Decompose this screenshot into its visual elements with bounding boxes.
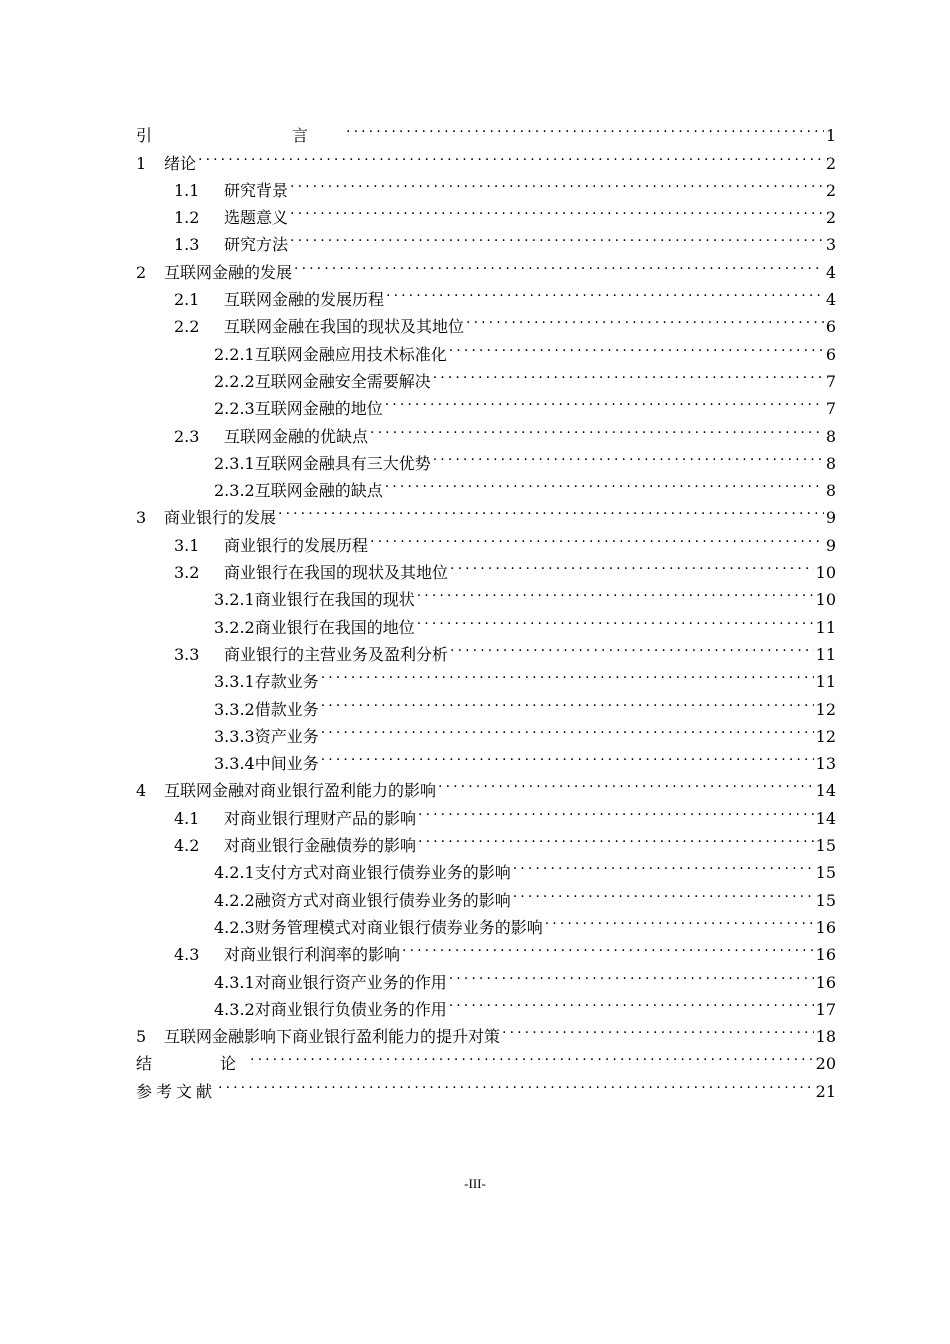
toc-entry-page: 17 [815,999,836,1019]
toc-entry-number: 1.3 [174,235,200,255]
toc-dot-leader [321,742,814,769]
toc-dot-leader [386,278,824,305]
toc-entry-page: 11 [815,617,836,637]
toc-entry-title: 参考文献 [136,1081,217,1101]
toc-entry-page: 2 [825,153,836,173]
toc-entry[interactable] [136,1069,836,1101]
toc-entry-number: 4.3.2 [214,999,255,1019]
toc-entry-page: 10 [815,590,836,610]
toc-dot-leader [290,223,824,250]
toc-entry-title: 对商业银行资产业务的作用 [254,972,447,992]
toc-entry-page: 16 [815,972,836,992]
toc-dot-leader [418,824,814,851]
toc-dot-leader [417,605,814,632]
toc-entry-title: 支付方式对商业银行债券业务的影响 [254,863,511,883]
toc-dot-leader [402,933,814,960]
toc-entry-number: 1 [136,153,147,173]
toc-entry-title: 互联网金融的优缺点 [224,426,369,446]
toc-entry-page: 15 [815,836,836,856]
toc-entry-page: 8 [825,426,836,446]
toc-entry-title: 互联网金融的发展历程 [224,290,385,310]
toc-entry-number: 1.2 [174,208,200,228]
toc-entry-number: 2.3 [174,426,200,446]
toc-entry-number: 2.1 [174,290,200,310]
toc-dot-leader [513,851,814,878]
toc-dot-leader [294,250,824,277]
toc-entry-number: 4.2 [174,836,200,856]
toc-entry-page: 8 [825,453,836,473]
toc-entry-title: 互联网金融的缺点 [254,481,383,501]
toc-dot-leader [346,114,824,141]
toc-entry-title: 互联网金融影响下商业银行盈利能力的提升对策 [164,1027,501,1047]
toc-entry-number: 1.1 [174,180,200,200]
toc-entry-number: 4.2.1 [214,863,255,883]
toc-entry-page: 13 [815,754,836,774]
toc-entry-title: 中间业务 [254,754,319,774]
table-of-contents [136,114,836,1101]
toc-entry-title: 互联网金融的发展 [164,262,293,282]
toc-entry-title: 资产业务 [254,726,319,746]
toc-dot-leader [218,1069,814,1096]
toc-entry-title: 商业银行在我国的现状及其地位 [224,563,449,583]
toc-entry-page: 20 [815,1054,836,1074]
toc-dot-leader [321,715,814,742]
toc-entry-page: 7 [825,371,836,391]
toc-entry-title: 对商业银行理财产品的影响 [224,808,417,828]
toc-dot-leader [250,1042,814,1069]
toc-entry-number: 3.2 [174,563,200,583]
toc-dot-leader [466,305,824,332]
toc-entry[interactable] [136,169,836,200]
toc-dot-leader [513,878,814,905]
toc-dot-leader [321,687,814,714]
toc-entry-page: 11 [815,644,836,664]
toc-entry-title: 商业银行在我国的现状 [254,590,415,610]
toc-entry-number: 4.3 [174,945,200,965]
toc-entry-title: 商业银行的发展历程 [224,535,369,555]
toc-entry-number: 2.3.1 [214,453,255,473]
toc-entry-number: 2.2.1 [214,344,255,364]
toc-entry-page: 10 [815,563,836,583]
toc-entry-title: 借款业务 [254,699,319,719]
toc-entry-number: 2.3.2 [214,481,255,501]
toc-entry-page: 4 [825,290,836,310]
toc-entry-page: 4 [825,262,836,282]
toc-entry-title: 商业银行在我国的地位 [254,617,415,637]
toc-entry-number: 3.3.1 [214,672,255,692]
toc-dot-leader [385,387,824,414]
toc-dot-leader [449,332,824,359]
toc-entry-title: 结 论 [136,1054,249,1074]
toc-entry-title: 存款业务 [254,672,319,692]
toc-entry-title: 商业银行的主营业务及盈利分析 [224,644,449,664]
toc-dot-leader [417,578,814,605]
toc-entry-title: 互联网金融的地位 [254,399,383,419]
toc-dot-leader [278,496,824,523]
toc-entry-number: 5 [136,1027,147,1047]
toc-entry-number: 2.2.3 [214,399,255,419]
toc-dot-leader [449,988,814,1015]
toc-entry-number: 3 [136,508,147,528]
toc-entry[interactable] [136,114,836,146]
toc-entry-page: 7 [825,399,836,419]
toc-dot-leader [502,1015,814,1042]
toc-entry-page: 15 [815,863,836,883]
toc-entry-title: 对商业银行金融债券的影响 [224,836,417,856]
toc-entry-page: 21 [815,1081,836,1101]
toc-entry-page: 14 [815,808,836,828]
toc-entry-number: 4.2.3 [214,917,255,937]
toc-dot-leader [450,633,814,660]
toc-entry[interactable] [136,141,836,173]
toc-entry-page: 2 [825,180,836,200]
toc-entry-title: 互联网金融对商业银行盈利能力的影响 [164,781,437,801]
toc-entry-page: 9 [825,508,836,528]
toc-entry-page: 3 [825,235,836,255]
toc-entry-title: 引 言 [136,126,345,146]
toc-entry-page: 18 [815,1027,836,1047]
toc-dot-leader [370,523,824,550]
toc-entry-page: 15 [815,890,836,910]
toc-entry-number: 3.3.3 [214,726,255,746]
toc-entry-page: 12 [815,726,836,746]
toc-entry-title: 研究方法 [224,235,289,255]
toc-entry-number: 3.1 [174,535,200,555]
toc-dot-leader [449,960,814,987]
toc-dot-leader [450,551,814,578]
toc-dot-leader [321,660,814,687]
toc-entry-title: 商业银行的发展 [164,508,277,528]
toc-entry-title: 互联网金融在我国的现状及其地位 [224,317,465,337]
toc-entry-page: 16 [815,917,836,937]
toc-entry-number: 3.3.4 [214,754,255,774]
toc-dot-leader [370,414,824,441]
toc-entry-title: 研究背景 [224,180,289,200]
toc-dot-leader [198,141,824,168]
toc-dot-leader [433,360,824,387]
toc-entry-number: 3.2.1 [214,590,255,610]
toc-entry-page: 11 [815,672,836,692]
toc-dot-leader [438,769,814,796]
toc-entry-title: 互联网金融应用技术标准化 [254,344,447,364]
toc-entry-number: 2 [136,262,147,282]
toc-entry-title: 对商业银行负债业务的作用 [254,999,447,1019]
toc-entry-number: 3.3.2 [214,699,255,719]
toc-entry-number: 2.2 [174,317,200,337]
toc-entry-title: 绪论 [164,153,197,173]
toc-entry-page: 1 [825,126,836,146]
toc-entry-title: 财务管理模式对商业银行债券业务的影响 [254,917,543,937]
toc-entry-number: 4.1 [174,808,200,828]
toc-dot-leader [290,196,824,223]
toc-entry-title: 互联网金融具有三大优势 [254,453,431,473]
toc-entry-page: 9 [825,535,836,555]
toc-entry-number: 3.2.2 [214,617,255,637]
toc-entry-number: 4 [136,781,147,801]
toc-entry-page: 2 [825,208,836,228]
toc-dot-leader [385,469,824,496]
toc-entry-number: 2.2.2 [214,371,255,391]
toc-dot-leader [545,906,814,933]
toc-entry-title: 选题意义 [224,208,289,228]
toc-dot-leader [290,169,824,196]
toc-entry-page: 14 [815,781,836,801]
toc-dot-leader [418,796,814,823]
page-number-footer: -III- [464,1176,486,1191]
toc-entry-number: 4.3.1 [214,972,255,992]
toc-entry-title: 对商业银行利润率的影响 [224,945,401,965]
toc-entry-page: 16 [815,945,836,965]
toc-entry-page: 12 [815,699,836,719]
toc-entry-page: 8 [825,481,836,501]
toc-entry-title: 互联网金融安全需要解决 [254,371,431,391]
toc-entry-page: 6 [825,317,836,337]
toc-entry-title: 融资方式对商业银行债券业务的影响 [254,890,511,910]
toc-entry-number: 3.3 [174,644,200,664]
toc-entry-page: 6 [825,344,836,364]
toc-entry-number: 4.2.2 [214,890,255,910]
toc-dot-leader [433,442,824,469]
